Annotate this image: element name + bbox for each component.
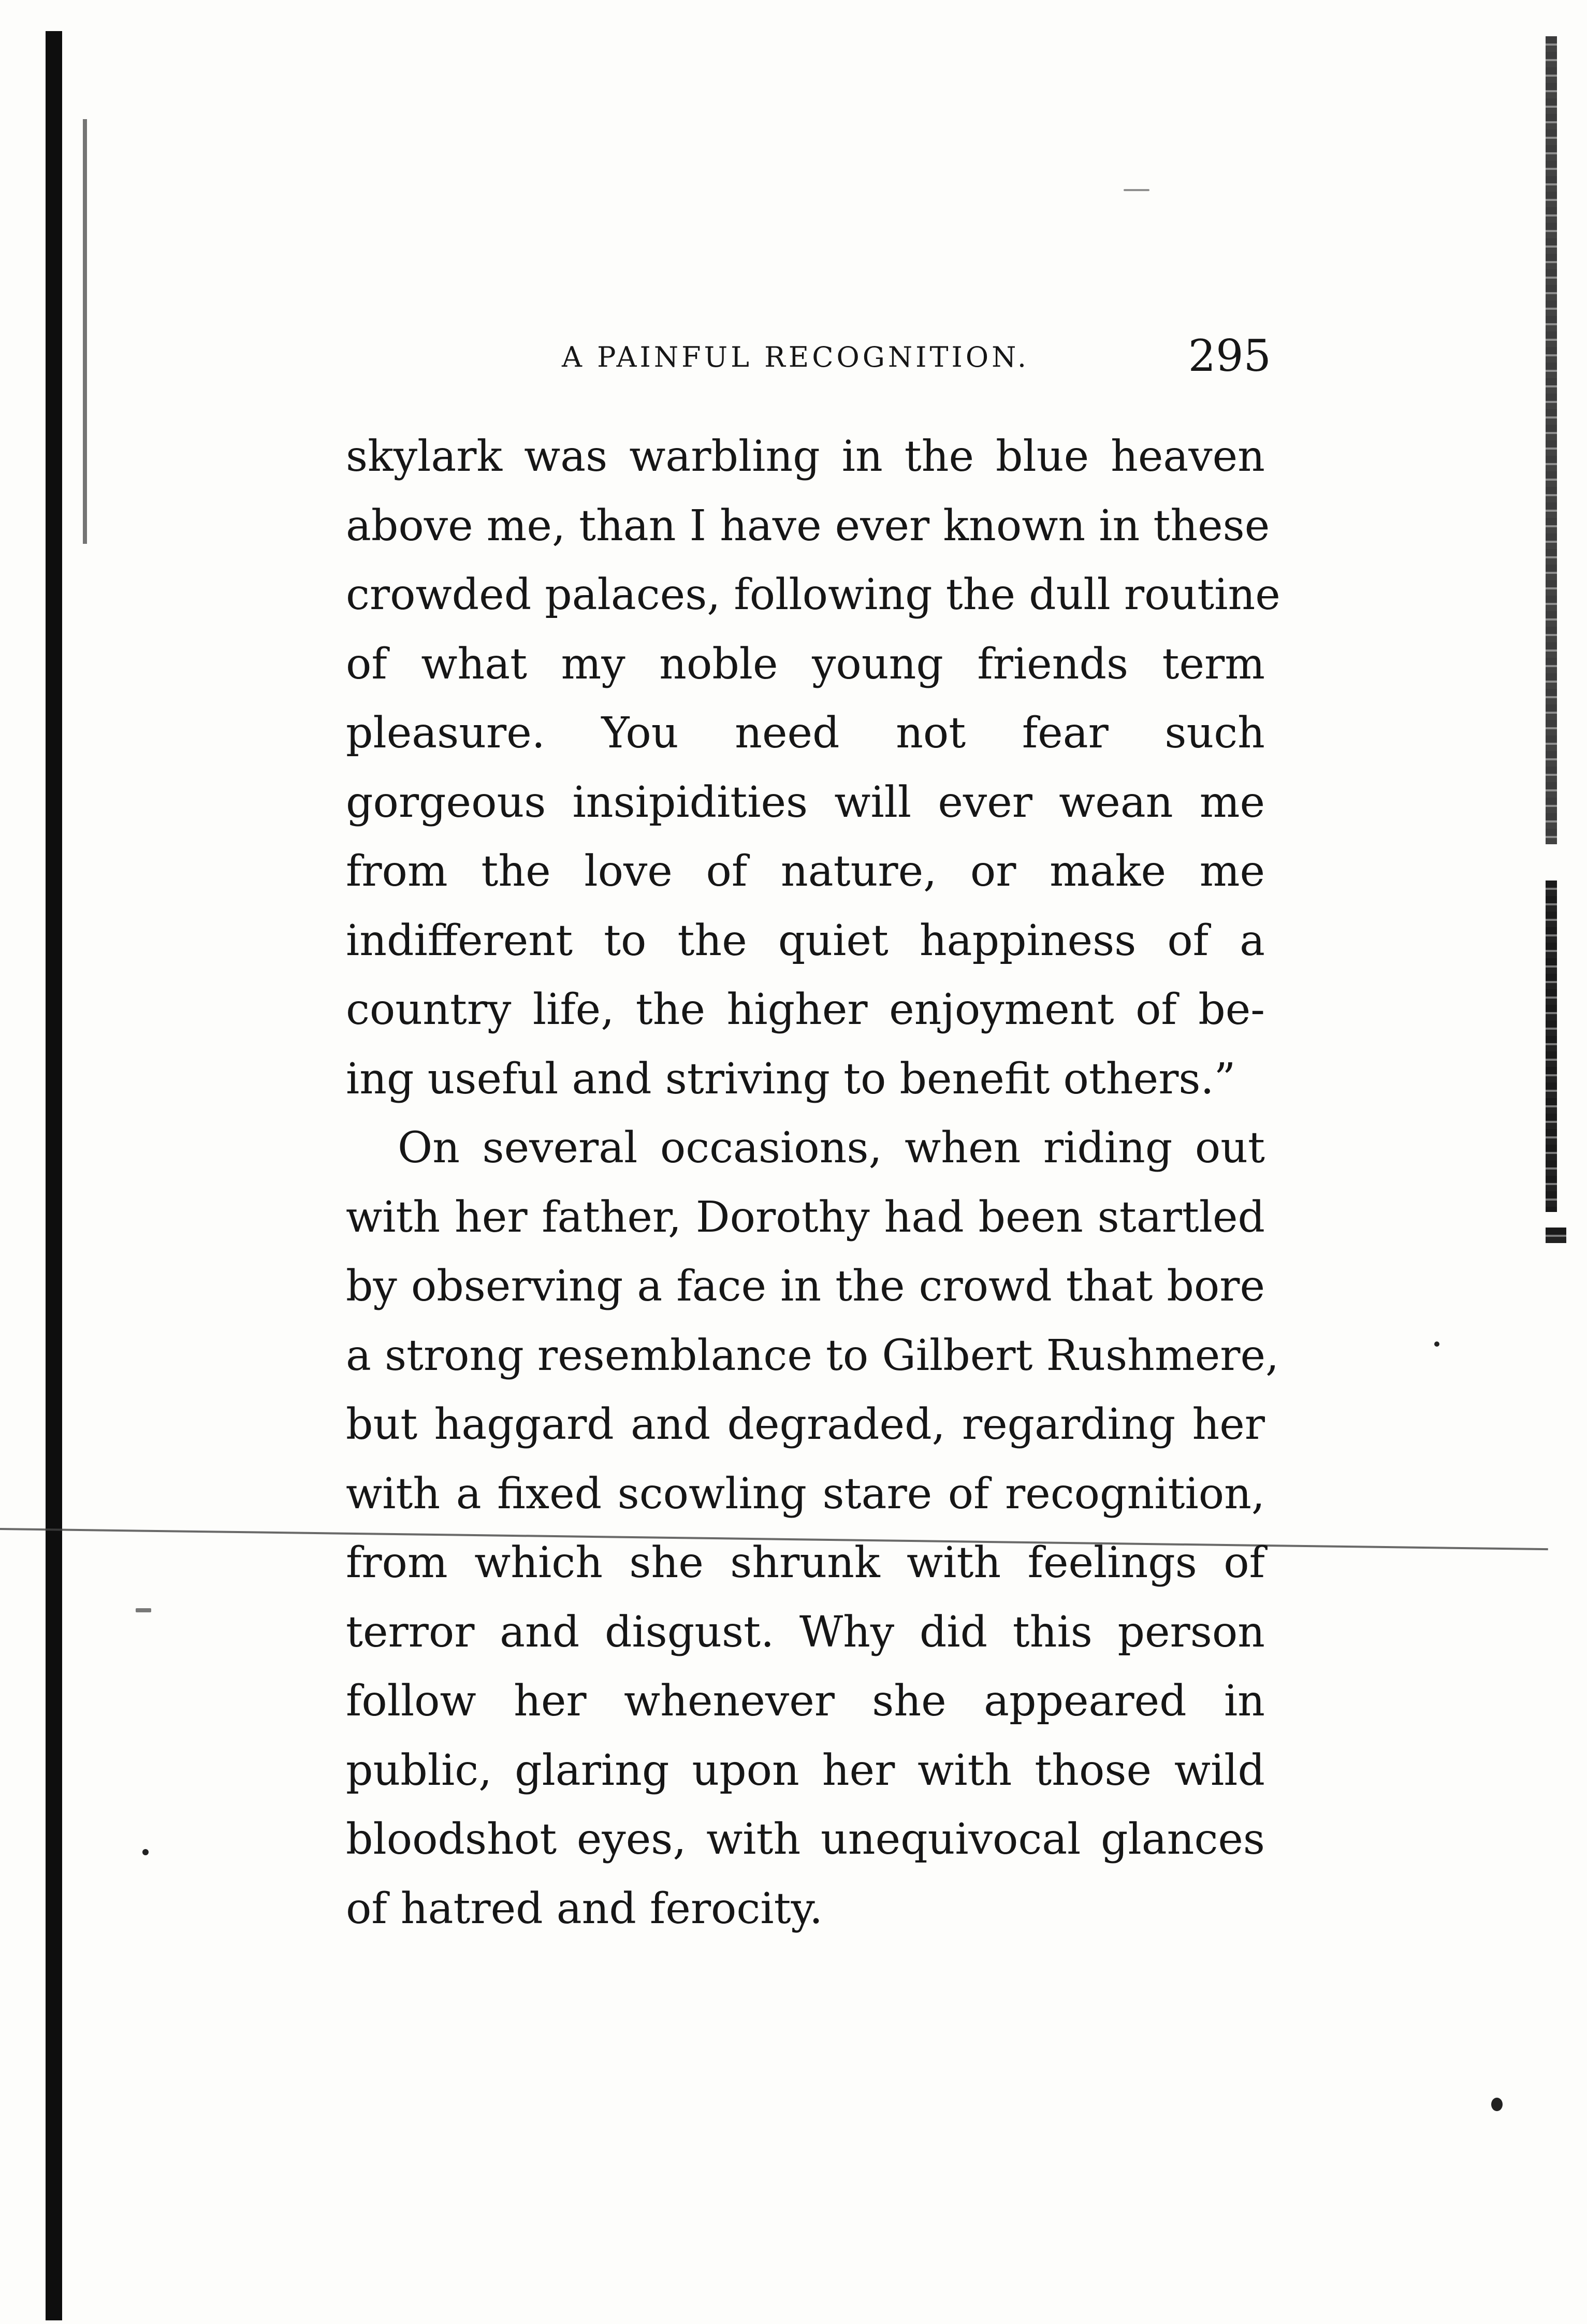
text-line: from which she shrunk with feelings of xyxy=(346,1538,1265,1587)
text-line: above me, than I have ever known in these xyxy=(346,501,1270,551)
text-line: with her father, Dorothy had been startled xyxy=(346,1192,1265,1242)
text-line: by observing a face in the crowd that bore xyxy=(346,1262,1265,1311)
text-line: crowded palaces, following the dull routine xyxy=(346,570,1280,619)
text-line: gorgeous insipidities will ever wean me xyxy=(346,777,1265,827)
body-text xyxy=(346,422,1280,1943)
text-line: with a fixed scowling stare of recognition, xyxy=(346,1469,1265,1519)
binding-shadow-thin xyxy=(83,119,87,544)
text-line: pleasure. You need not fear such xyxy=(346,709,1265,758)
text-line: from the love of nature, or make me xyxy=(346,847,1265,896)
page-edge-right-upper xyxy=(1546,36,1557,844)
text-line: follow her whenever she appeared in xyxy=(346,1677,1265,1726)
text-line: skylark was warbling in the blue heaven xyxy=(346,432,1265,481)
ink-speck xyxy=(142,1849,149,1855)
text-line: country life, the higher enjoyment of be- xyxy=(346,985,1265,1034)
text-line: bloodshot eyes, with unequivocal glances xyxy=(346,1815,1265,1864)
binding-shadow xyxy=(46,31,62,2320)
ink-speck xyxy=(136,1608,151,1612)
page-number: 295 xyxy=(1188,330,1271,381)
text-line: public, glaring upon her with those wild xyxy=(346,1745,1265,1795)
ink-speck xyxy=(1434,1341,1439,1347)
text-line: of what my noble young friends term xyxy=(346,639,1265,689)
text-line: terror and disgust. Why did this person xyxy=(346,1607,1265,1657)
page-edge-right-mark xyxy=(1546,1228,1566,1243)
text-line: a strong resemblance to Gilbert Rushmere, xyxy=(346,1331,1279,1380)
page-header xyxy=(562,330,1271,381)
ink-speck xyxy=(1491,2098,1503,2111)
text-line: but haggard and degraded, regarding her xyxy=(346,1400,1265,1449)
ink-speck xyxy=(1124,189,1149,191)
text-line: of hatred and ferocity. xyxy=(346,1884,823,1933)
page-edge-right-lower xyxy=(1546,880,1557,1212)
paragraph-start-line: On several occasions, when riding out xyxy=(398,1123,1265,1173)
running-head: A PAINFUL RECOGNITION. xyxy=(562,341,1030,373)
text-line: indifferent to the quiet happiness of a xyxy=(346,916,1265,965)
text-line: ing useful and striving to benefit others.” xyxy=(346,1054,1236,1104)
